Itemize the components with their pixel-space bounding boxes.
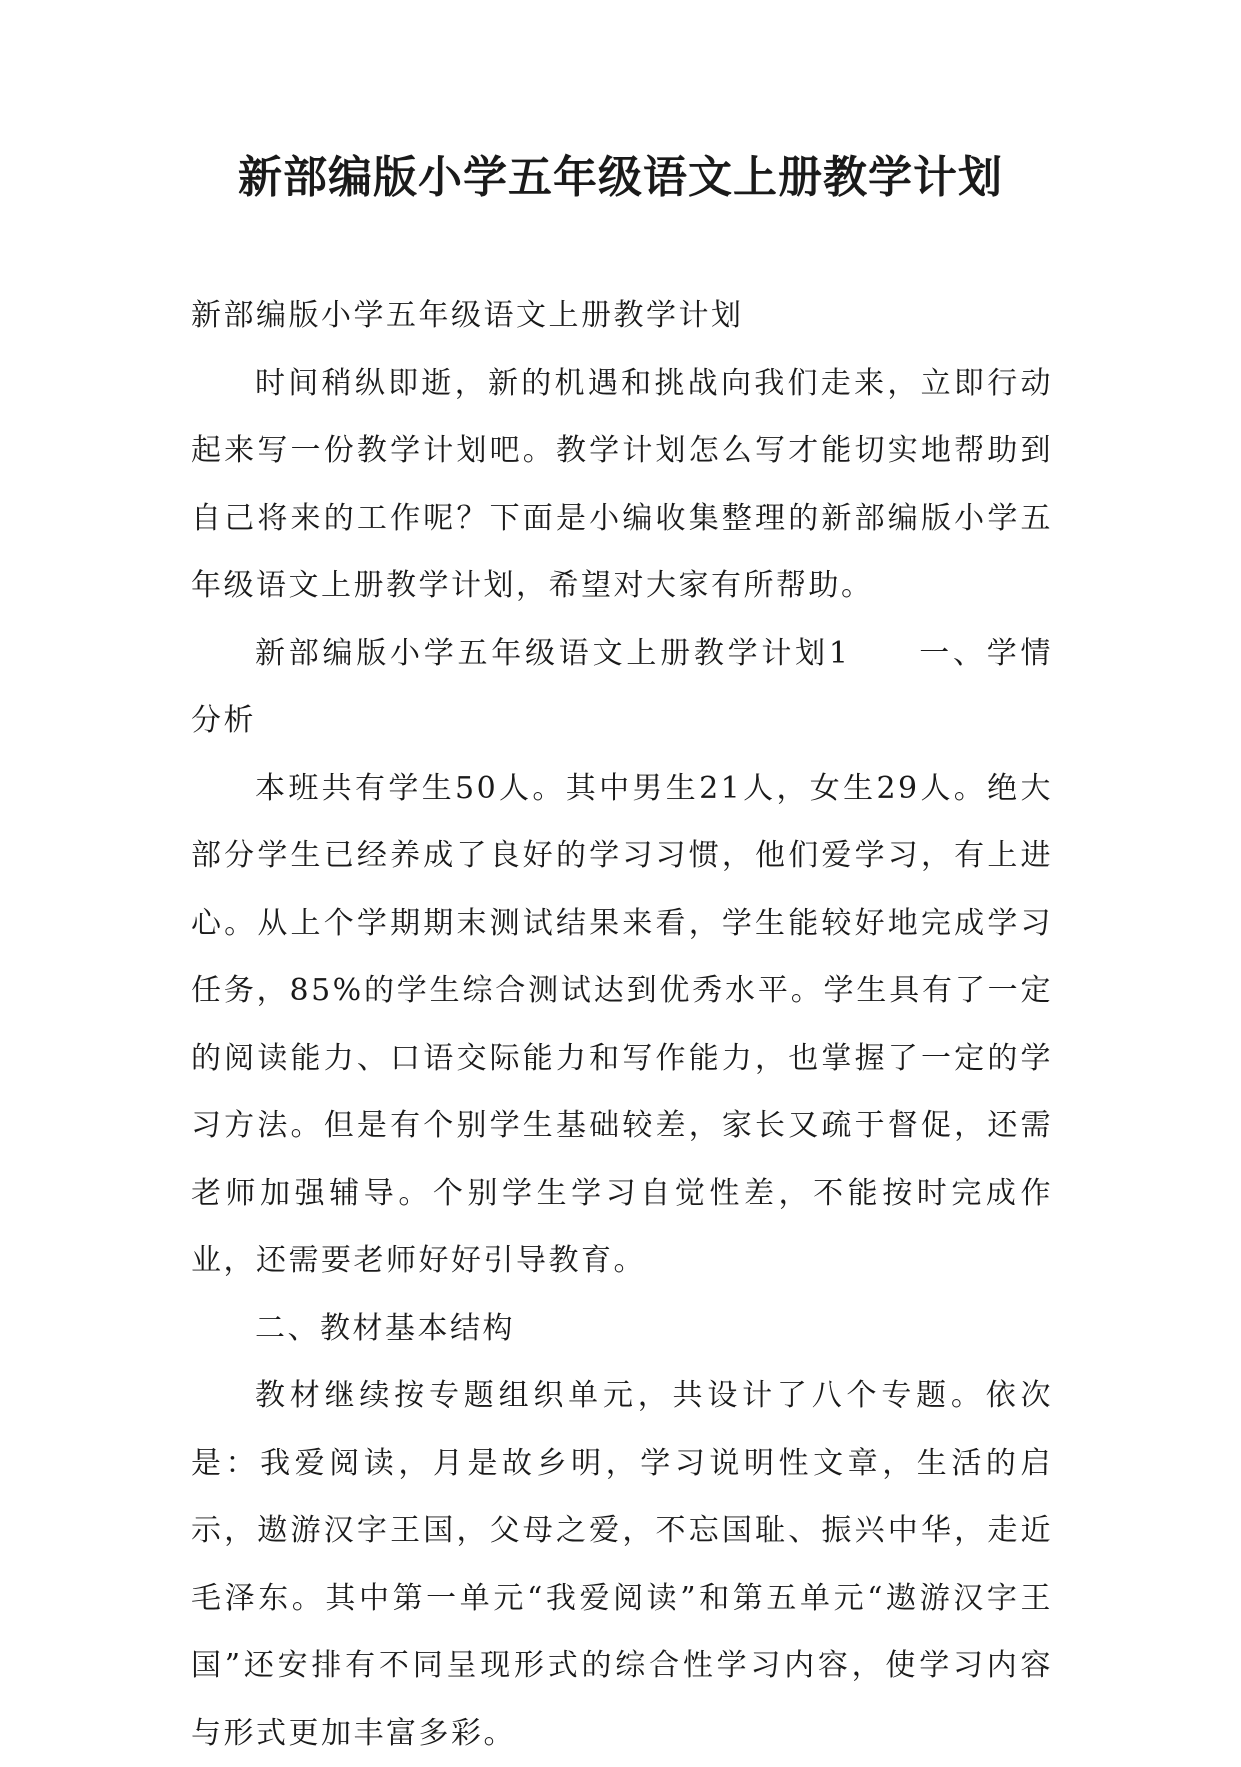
- document-body: [191, 282, 1053, 1767]
- document-title: 新部编版小学五年级语文上册教学计划: [238, 152, 1003, 203]
- textbook-structure-paragraph: 教材继续按专题组织单元，共设计了八个专题。依次是：我爱阅读，月是故乡明，学习说明性文章，生活的启示，遨游汉字王国，父母之爱，不忘国耻、振兴中华，走近毛泽东。其中第一单元“我爱阅读”和第五单元“遨游汉字王国”还安排有不同呈现形式的综合性学习内容，使学习内容与形式更加丰富多彩。: [191, 1378, 1053, 1751]
- section-heading-paragraph: 新部编版小学五年级语文上册教学计划1 一、学情分析: [191, 635, 1053, 738]
- subtitle-paragraph: 新部编版小学五年级语文上册教学计划: [191, 298, 744, 333]
- section-two-heading: 二、教材基本结构: [255, 1310, 515, 1346]
- student-analysis-paragraph: 本班共有学生50人。其中男生21人，女生29人。绝大部分学生已经养成了良好的学习习惯，他们爱学习，有上进心。从上个学期期末测试结果来看，学生能较好地完成学习任务，85%的学生综合测试达到优秀水平。学生具有了一定的阅读能力、口语交际能力和写作能力，也掌握了一定的学习方法。但是有个别学生基础较差，家长又疏于督促，还需老师加强辅导。个别学生学习自觉性差，不能按时完成作业，还需要老师好好引导教育。: [191, 770, 1053, 1278]
- intro-paragraph: 时间稍纵即逝，新的机遇和挑战向我们走来，立即行动起来写一份教学计划吧。教学计划怎么写才能切实地帮助到自己将来的工作呢？下面是小编收集整理的新部编版小学五年级语文上册教学计划，希望对大家有所帮助。: [191, 365, 1053, 603]
